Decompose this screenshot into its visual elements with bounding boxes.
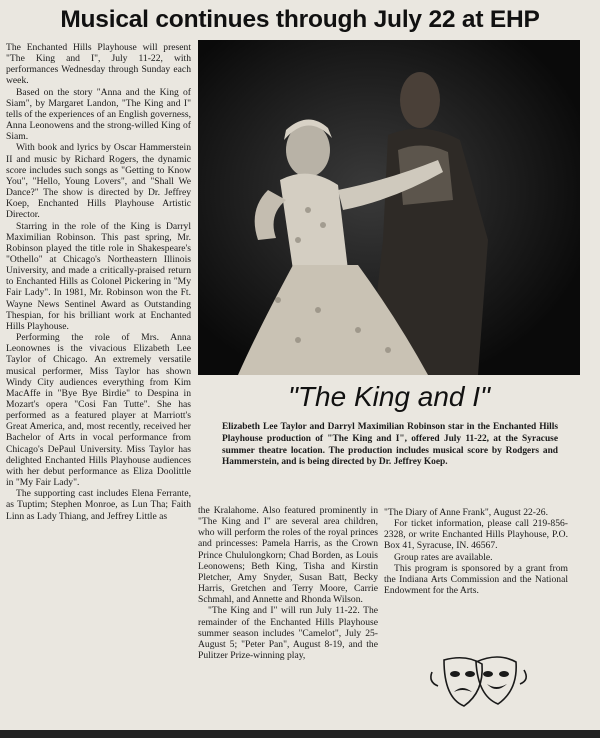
theatre-masks-icon bbox=[424, 652, 534, 714]
paragraph: With book and lyrics by Oscar Hammerstein II and music by Richard Rogers, the dynamic score includes such songs as "Getting to Know You", "Hello, Young Lovers", and "Shall We Dance?" The show is directed by Dr. Jeffrey Koep, Enchanted Hills Playhouse Artistic Director. bbox=[6, 142, 191, 221]
paragraph: the Kralahome. Also featured prominently in "The King and I" are several area children, who will perform the roles of the royal princes and princesses: Pamela Harris, as the Crown Prince Chululongkorn; Chad Borden, as Louis Leonowens; Beth King, Tisha and Kirstin Pletcher, Amy Snyder, Susan Batt, Becky Harris, Gretchen and Terry Moore, Carrie Schmahl, and Annette and Rhonda Wilson. bbox=[198, 505, 378, 606]
paragraph: Starring in the role of the King is Darryl Maximilian Robinson. This past spring, Mr. Robinson played the title role in Shakespeare's "Othello" at Chicago's Northeastern Illinois University, and made a critically-praised return to Enchanted Hills as Colonel Pickering in "My Fair Lady". In 1981, Mr. Robinson won the Ft. Wayne News Sentinel Award as Outstanding Thespian, for his brilliant work at Enchanted Hills Playhouse. bbox=[6, 220, 191, 332]
paragraph: Performing the role of Mrs. Anna Leonownes is the vivacious Elizabeth Lee Taylor of Chicago. An extremely versatile musical performer, Miss Taylor has shown Windy City audiences everything from Kim MacAffe in "Bye Bye Birdie" to Despina in Mozart's opera "Cosi Fan Tutte". She has performed as a featured player at Marriott's Great America, and, most recently, received her Bachelor of Arts in vocal performance from Chicago's DePaul University. Miss Taylor has delighted Enchanted Hills Playhouse audiences with her debut performance as Eliza Doolittle in "My Fair Lady". bbox=[6, 332, 191, 489]
headline: Musical continues through July 22 at EHP bbox=[60, 6, 540, 33]
photo-caption: Elizabeth Lee Taylor and Darryl Maximilian Robinson star in the Enchanted Hills Playhouse production of "The King and I", offered July 11-22, at the Syracuse summer theatre location. The production includes musical score by Rodgers and Hammerstein, and is being directed by Dr. Jeffrey Koep. bbox=[222, 422, 558, 468]
production-photo bbox=[198, 40, 580, 375]
paragraph: For ticket information, please call 219-856-2328, or write Enchanted Hills Playhouse, P.O. Box 41, Syracuse, IN. 46567. bbox=[384, 518, 568, 552]
paragraph: The supporting cast includes Elena Ferrante, as Tuptim; Stephen Monroe, as Lun Tha; Faith Linn as Lady Thiang, and Jeffrey Little as bbox=[6, 488, 191, 522]
paragraph: This program is sponsored by a grant from the Indiana Arts Commission and the National Endowment for the Arts. bbox=[384, 562, 568, 597]
article-column-3 bbox=[384, 507, 568, 596]
paragraph: The Enchanted Hills Playhouse will present "The King and I", July 11-22, with performances Wednesday through Sunday each week. bbox=[6, 42, 191, 87]
photo-title: "The King and I" bbox=[287, 381, 490, 412]
article-column-1 bbox=[6, 42, 191, 522]
article-column-2 bbox=[198, 505, 378, 661]
paragraph: "The King and I" will run July 11-22. The remainder of the Enchanted Hills Playhouse summer season includes "Camelot", July 25-August 5; "Peter Pan", August 8-19, and the Pulitzer Prize-winning play, bbox=[198, 605, 378, 662]
paragraph: Group rates are available. bbox=[394, 551, 493, 563]
paragraph: "The Diary of Anne Frank", August 22-26. bbox=[384, 507, 548, 518]
page-bottom-rule bbox=[0, 730, 600, 738]
paragraph: Based on the story "Anna and the King of Siam", by Margaret Landon, "The King and I" tells of the experiences of an English governess, Anna Leonowens and the strong-willed King of Siam. bbox=[6, 86, 191, 143]
